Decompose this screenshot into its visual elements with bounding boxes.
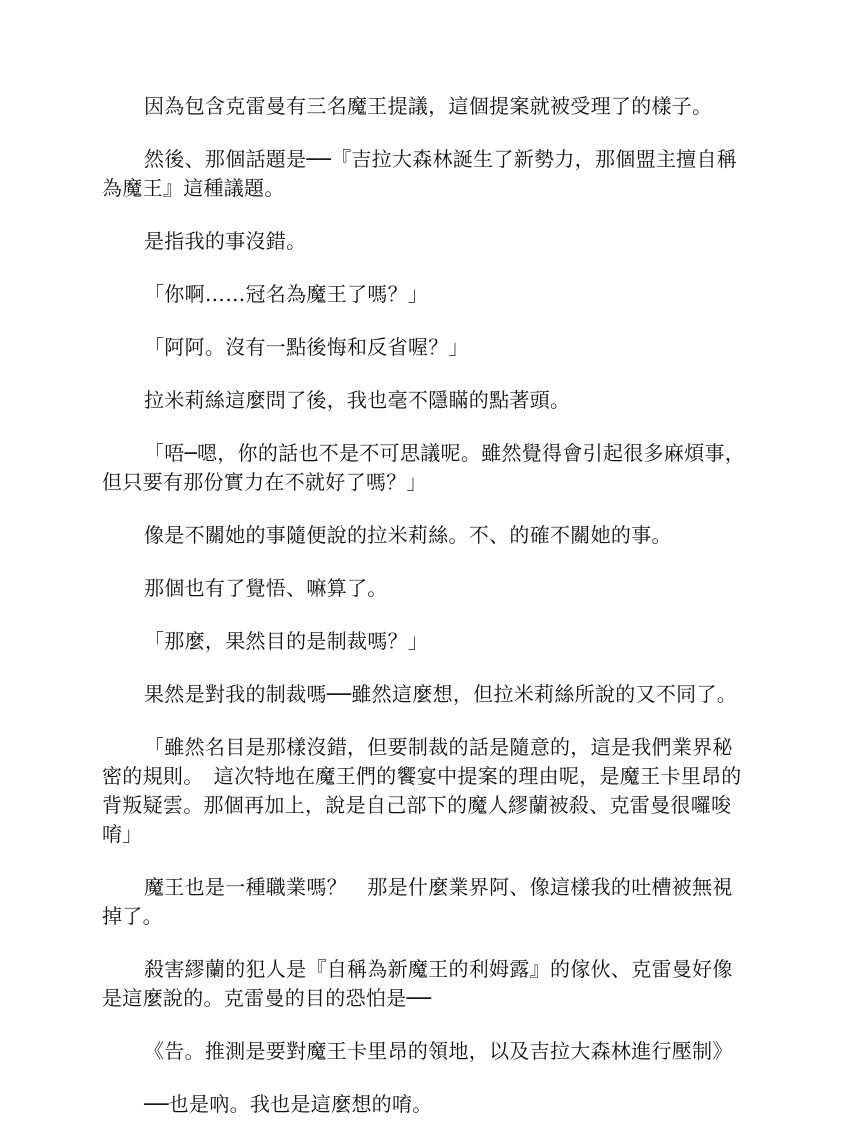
paragraph: 那個也有了覺悟、嘛算了。 (144, 576, 388, 600)
paragraph: ──也是吶。我也是這麼想的唷。 (144, 1092, 433, 1116)
paragraph: 然後、那個話題是──『吉拉大森林誕生了新勢力，那個盟主擅自稱為魔王』這種議題。 (102, 147, 738, 200)
paragraph: 果然是對我的制裁嗎──雖然這麼想，但拉米莉絲所說的又不同了。 (144, 682, 738, 706)
text-body (102, 92, 750, 1143)
paragraph: 像是不關她的事隨便說的拉米莉絲。不、的確不關她的事。 (144, 523, 672, 547)
dialogue-paragraph: 「雖然名目是那樣沒錯，但要制裁的話是隨意的，這是我們業界秘密的規則。 這次特地在魔王們的饗宴中提案的理由呢，是魔王卡里昂的背叛疑雲。那個再加上，說是自己部下的魔人繆蘭被殺、克雷曼很囉唆唷」 (102, 735, 742, 846)
paragraph: 因為包含克雷曼有三名魔王提議，這個提案就被受理了的樣子。 (144, 94, 713, 118)
dialogue-paragraph: 「阿阿。沒有一點後悔和反省喔？」 (144, 335, 469, 359)
dialogue-paragraph: 「唔─嗯，你的話也不是不可思議呢。雖然覺得會引起很多麻煩事，但只要有那份實力在不就好了嗎？」 (102, 441, 746, 494)
paragraph: 魔王也是一種職業嗎？ 那是什麼業界阿、像這樣我的吐槽被無視掉了。 (102, 875, 733, 928)
paragraph: 是指我的事沒錯。 (144, 229, 307, 253)
paragraph: 拉米莉絲這麼問了後，我也毫不隱瞞的點著頭。 (144, 388, 571, 412)
dialogue-paragraph: 「那麼，果然目的是制裁嗎？」 (144, 629, 429, 653)
announcement-paragraph: 《告。推測是要對魔王卡里昂的領地，以及吉拉大森林進行壓制》 (144, 1039, 733, 1063)
paragraph: 殺害繆蘭的犯人是『自稱為新魔王的利姆露』的傢伙、克雷曼好像是這麼說的。克雷曼的目的恐怕是── (102, 957, 733, 1010)
dialogue-paragraph: 「你啊……冠名為魔王了嗎？」 (144, 282, 429, 306)
